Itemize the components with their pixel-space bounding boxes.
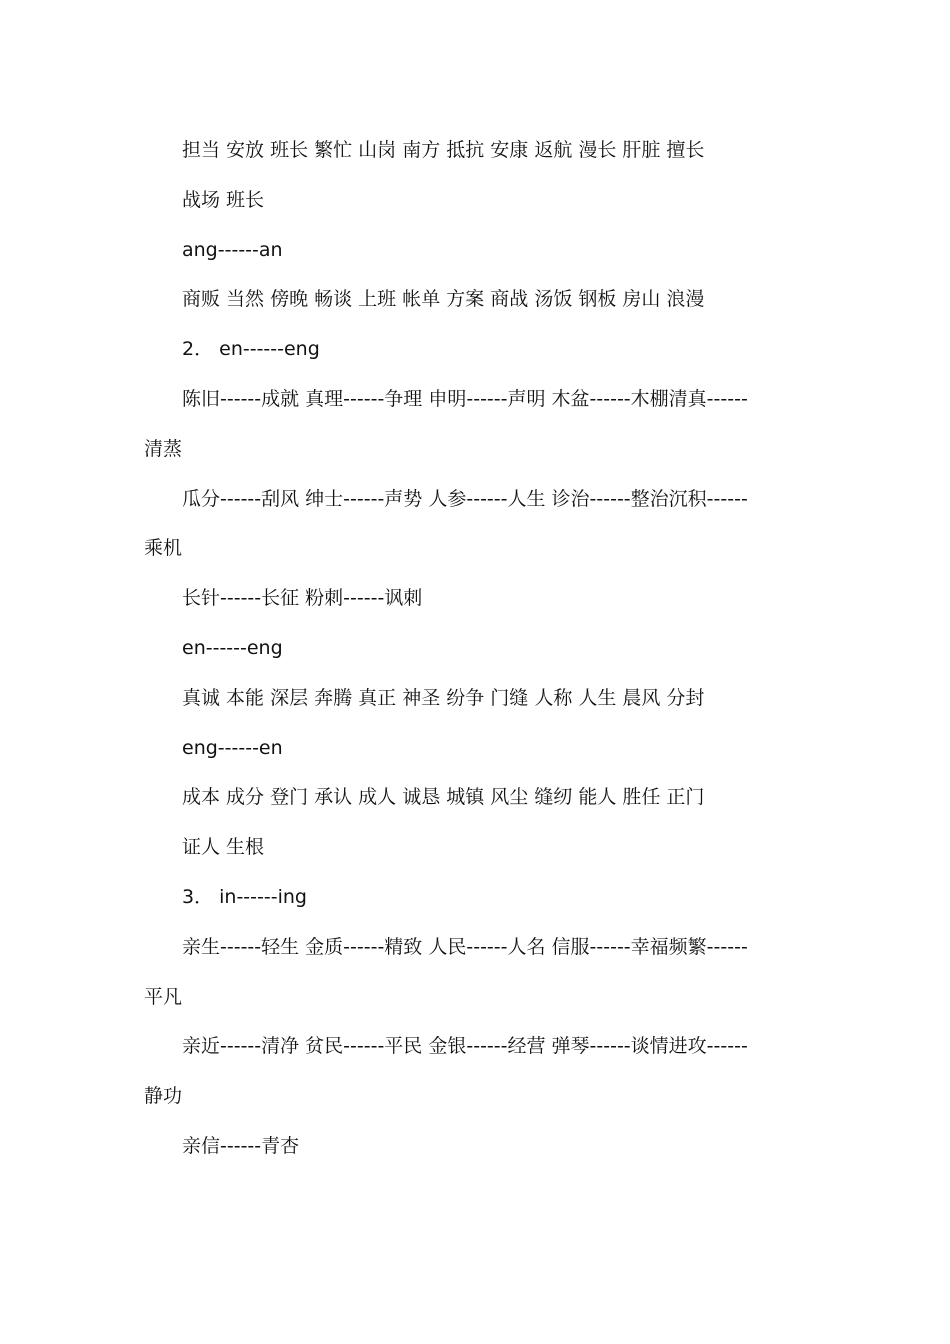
text-line: 瓜分------刮风 绅士------声势 人参------人生 诊治------整治沉积------ [182, 487, 748, 510]
text-line: 陈旧------成就 真理------争理 申明------声明 木盆------木棚清真------ [182, 387, 748, 410]
text-line: 担当 安放 班长 繁忙 山岗 南方 抵抗 安康 返航 漫长 肝脏 擅长 [182, 139, 705, 161]
section-heading: 3． in------ing [182, 885, 307, 908]
text-line-continuation: 静功 [144, 1085, 183, 1108]
text-line: 真诚 本能 深层 奔腾 真正 神圣 纷争 门缝 人称 人生 晨风 分封 [182, 686, 705, 709]
text-line: 亲信------青杏 [182, 1134, 300, 1157]
text-line: 亲生------轻生 金质------精致 人民------人名 信服------幸福频繁------ [182, 935, 748, 958]
text-line-continuation: 清蒸 [144, 437, 183, 460]
text-line: 亲近------清净 贫民------平民 金银------经营 弹琴------谈情进攻------ [182, 1035, 748, 1058]
text-line: 成本 成分 登门 承认 成人 诚恳 城镇 风尘 缝纫 能人 胜任 正门 [182, 786, 705, 809]
text-line: 长针------长征 粉刺------讽刺 [182, 587, 423, 610]
text-line: eng------en [182, 736, 283, 759]
text-line: 战场 班长 [182, 188, 265, 211]
text-line: en------eng [182, 636, 283, 659]
text-line-continuation: 平凡 [144, 985, 183, 1008]
text-line: 商贩 当然 傍晚 畅谈 上班 帐单 方案 商战 汤饭 钢板 房山 浪漫 [182, 288, 705, 311]
text-line: ang------an [182, 238, 283, 261]
document-body [144, 126, 796, 1172]
text-line-continuation: 乘机 [144, 537, 183, 560]
section-heading: 2． en------eng [182, 338, 320, 361]
text-line: 证人 生根 [182, 836, 265, 859]
